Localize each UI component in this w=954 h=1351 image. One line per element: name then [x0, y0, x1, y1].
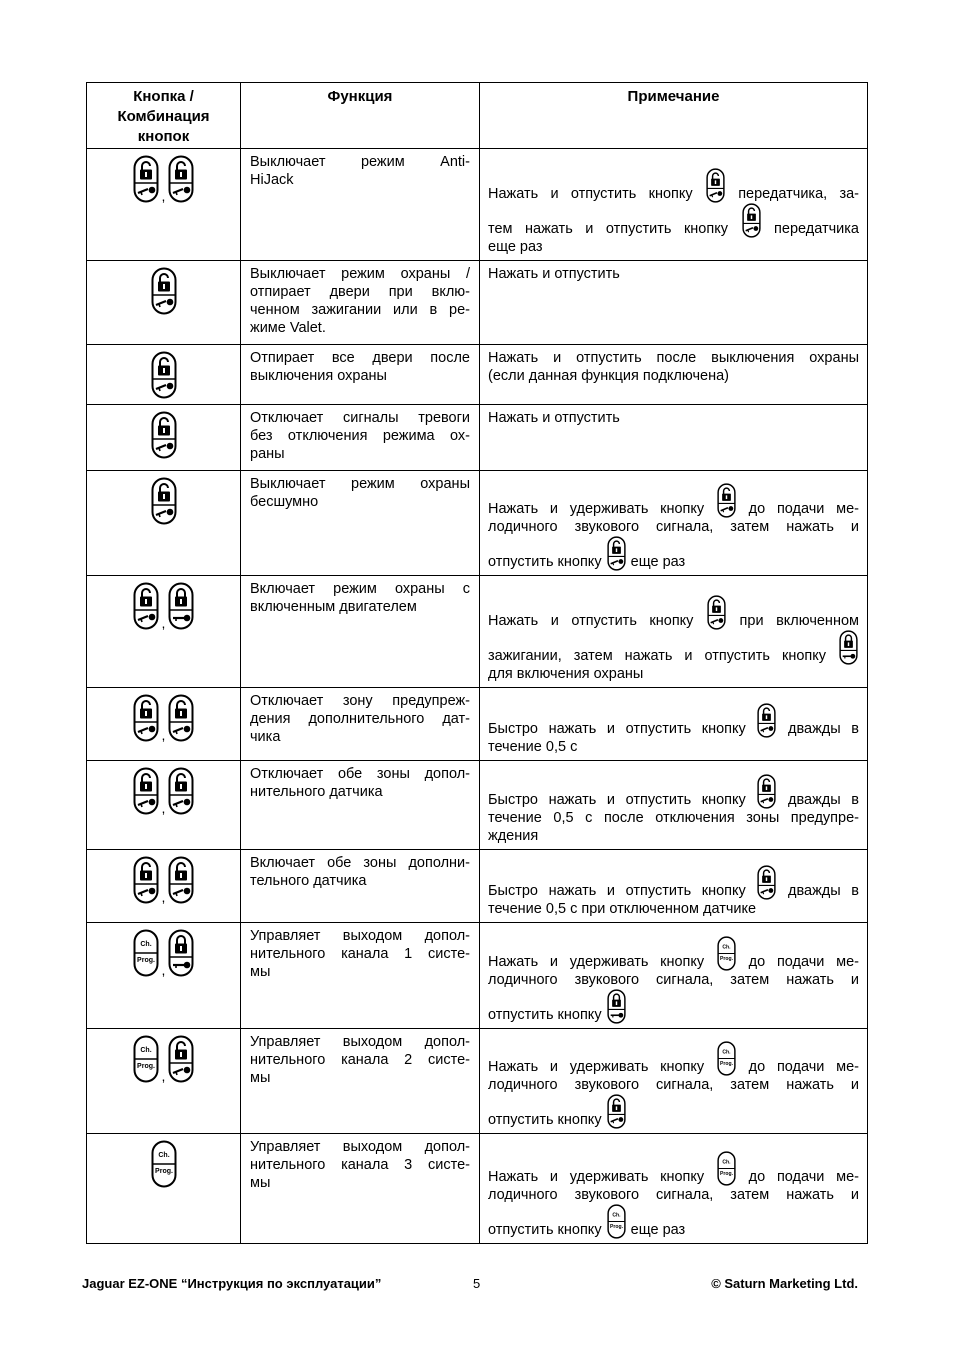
header-button-column	[87, 83, 241, 149]
svg-text:Ch.: Ch.	[722, 1049, 731, 1056]
note-text-line	[488, 809, 859, 827]
table-row	[87, 1029, 868, 1134]
table-row	[87, 261, 868, 345]
unlock-button-icon	[133, 767, 159, 815]
note-text: отпустить кнопку	[488, 1007, 602, 1023]
note-text: Нажать и отпустить кнопку	[488, 613, 694, 629]
svg-text:Ch.: Ch.	[139, 941, 152, 948]
note-text-line	[488, 827, 859, 845]
function-text-line: включенным двигателем	[250, 599, 417, 615]
function-text-line: жиме Valet.	[250, 320, 326, 336]
note-text: Быстро нажать и отпустить кнопку	[488, 721, 746, 737]
function-text-line: бесшумно	[250, 494, 319, 510]
header-col1-line: Кнопка /	[133, 88, 194, 105]
inline-button-icon	[757, 865, 776, 900]
unlock-button-icon	[757, 865, 776, 900]
button-separator: ,	[161, 962, 166, 978]
note-cell	[480, 345, 868, 405]
ch-prog-button-icon	[151, 1140, 177, 1188]
svg-text:Prog.: Prog.	[719, 1061, 733, 1068]
note-text-line	[488, 665, 859, 683]
inline-button-icon	[717, 1041, 736, 1076]
button-combination-cell	[87, 149, 241, 261]
function-text-line: HiJack	[250, 172, 294, 188]
function-text-line: нительного канала 1 систе-	[250, 946, 470, 962]
inline-button-icon	[607, 989, 626, 1024]
note-text-line	[488, 1094, 859, 1129]
note-cell	[480, 1134, 868, 1244]
function-cell	[241, 1134, 480, 1244]
ch-prog-button-icon	[717, 1151, 736, 1186]
footer-document-title: Jaguar EZ-ONE “Инструкция по эксплуатации”	[82, 1276, 382, 1291]
note-cell	[480, 923, 868, 1029]
note-text: передатчика	[774, 221, 859, 237]
inline-button-icon	[757, 774, 776, 809]
note-cell	[480, 576, 868, 688]
note-text: Нажать и отпустить после выключения охраны	[488, 350, 859, 366]
function-text-line: Отключает сигналы тревоги	[250, 410, 470, 426]
button-separator: ,	[161, 800, 166, 816]
function-cell	[241, 688, 480, 761]
inline-button-icon	[757, 703, 776, 738]
note-text: дважды в	[788, 883, 859, 899]
footer-page-number: 5	[473, 1276, 481, 1291]
button-combination	[151, 351, 177, 399]
note-text-line	[488, 536, 859, 571]
button-combination-cell	[87, 261, 241, 345]
inline-button-icon	[742, 203, 761, 238]
function-cell	[241, 405, 480, 471]
ch-prog-button-icon	[717, 1041, 736, 1076]
function-cell	[241, 261, 480, 345]
unlock-button-icon	[168, 856, 194, 904]
svg-text:Prog.: Prog.	[609, 1224, 623, 1231]
button-separator: ,	[161, 1068, 166, 1084]
table-row	[87, 471, 868, 576]
button-combination	[133, 1035, 195, 1083]
ch-prog-button-icon	[133, 929, 159, 977]
table-row	[87, 576, 868, 688]
button-combination	[133, 767, 195, 815]
button-separator: ,	[161, 727, 166, 743]
unlock-button-icon	[168, 694, 194, 742]
button-combination	[151, 477, 177, 525]
button-combination-cell	[87, 1134, 241, 1244]
note-text: Быстро нажать и отпустить кнопку	[488, 792, 746, 808]
svg-text:Ch.: Ch.	[612, 1212, 621, 1219]
function-text-line: без отключения режима ох-	[250, 428, 470, 444]
button-separator: ,	[161, 615, 166, 631]
button-combination-cell	[87, 405, 241, 471]
note-text: тем нажать и отпустить кнопку	[488, 221, 728, 237]
note-text: Быстро нажать и отпустить кнопку	[488, 883, 746, 899]
function-text-line: Включает режим охраны с	[250, 581, 470, 597]
note-text-line	[488, 265, 859, 283]
function-text-line: отпирает двери при вклю-	[250, 284, 470, 300]
unlock-button-icon	[168, 155, 194, 203]
ch-prog-button-icon	[133, 1035, 159, 1083]
svg-text:Ch.: Ch.	[157, 1152, 170, 1159]
button-combination	[133, 929, 195, 977]
button-combination-cell	[87, 471, 241, 576]
note-text: зажигании, затем нажать и отпустить кнопку	[488, 648, 826, 664]
svg-text:Prog.: Prog.	[719, 1171, 733, 1178]
inline-button-icon	[607, 536, 626, 571]
header-note-column: Примечание	[480, 83, 868, 149]
note-text-line	[488, 989, 859, 1024]
button-separator: ,	[161, 889, 166, 905]
svg-text:Prog.: Prog.	[719, 956, 733, 963]
unlock-button-icon	[757, 774, 776, 809]
unlock-button-icon	[717, 483, 736, 518]
function-text-line: нительного канала 3 систе-	[250, 1157, 470, 1173]
note-text-line	[488, 774, 859, 809]
note-text-line	[488, 703, 859, 738]
function-text-line: нительного канала 2 систе-	[250, 1052, 470, 1068]
button-combination-cell	[87, 576, 241, 688]
note-text: до подачи ме-	[748, 1059, 860, 1075]
note-text-line	[488, 349, 859, 367]
function-text-line: нительного датчика	[250, 784, 383, 800]
note-text-line	[488, 936, 859, 971]
function-text-line: раны	[250, 446, 285, 462]
note-text: до подачи ме-	[748, 501, 860, 517]
header-col1-line: кнопок	[137, 128, 190, 145]
inline-button-icon	[607, 1204, 626, 1239]
unlock-button-icon	[133, 155, 159, 203]
function-text-line: Управляет выходом допол-	[250, 1034, 470, 1050]
table-row	[87, 688, 868, 761]
button-combination-cell	[87, 1029, 241, 1134]
table-row	[87, 149, 868, 261]
note-text-line	[488, 630, 859, 665]
button-combination-cell	[87, 688, 241, 761]
function-cell	[241, 576, 480, 688]
function-text-line: мы	[250, 964, 271, 980]
note-text-line	[488, 971, 859, 989]
unlock-button-icon	[757, 703, 776, 738]
header-function-column: Функция	[241, 83, 480, 149]
note-text-line	[488, 738, 859, 756]
button-combination-cell	[87, 345, 241, 405]
note-text: Нажать и отпустить кнопку	[488, 186, 693, 202]
table-row	[87, 345, 868, 405]
note-text-line	[488, 865, 859, 900]
note-text: лодичного звукового сигнала, затем нажать и	[488, 1077, 859, 1093]
note-text-line	[488, 409, 859, 427]
note-cell	[480, 1029, 868, 1134]
note-text: еще раз	[488, 239, 543, 255]
note-text: Нажать и удерживать кнопку	[488, 954, 705, 970]
function-cell	[241, 1029, 480, 1134]
button-combination	[151, 411, 177, 459]
function-text-line: чика	[250, 729, 281, 745]
table-row	[87, 1134, 868, 1244]
unlock-button-icon	[168, 767, 194, 815]
table-row	[87, 405, 868, 471]
note-text: Нажать и удерживать кнопку	[488, 1169, 705, 1185]
note-cell	[480, 261, 868, 345]
note-text: Нажать и отпустить	[488, 266, 620, 282]
lock-button-icon	[168, 929, 194, 977]
button-combination-cell	[87, 923, 241, 1029]
function-text-line: Управляет выходом допол-	[250, 928, 470, 944]
note-text: до подачи ме-	[748, 1169, 860, 1185]
table-row	[87, 923, 868, 1029]
note-text: лодичного звукового сигнала, затем нажать и	[488, 972, 859, 988]
unlock-button-icon	[151, 351, 177, 399]
note-text: передатчика, за-	[738, 186, 859, 202]
note-text-line	[488, 1204, 859, 1239]
note-cell	[480, 688, 868, 761]
note-text-line	[488, 203, 859, 238]
svg-text:Ch.: Ch.	[722, 944, 731, 951]
note-cell	[480, 850, 868, 923]
note-text: ждения	[488, 828, 539, 844]
note-text: отпустить кнопку	[488, 1112, 602, 1128]
note-text-line	[488, 367, 859, 385]
note-cell	[480, 761, 868, 850]
function-cell	[241, 850, 480, 923]
function-text-line: мы	[250, 1175, 271, 1191]
unlock-button-icon	[133, 856, 159, 904]
function-text-line: выключения охраны	[250, 368, 387, 384]
note-text-line	[488, 238, 859, 256]
unlock-button-icon	[133, 694, 159, 742]
note-text: лодичного звукового сигнала, затем нажать и	[488, 519, 859, 535]
note-text-line	[488, 518, 859, 536]
ch-prog-button-icon	[607, 1204, 626, 1239]
table-row	[87, 761, 868, 850]
note-text: (если данная функция подключена)	[488, 368, 729, 384]
note-text: отпустить кнопку	[488, 554, 602, 570]
note-cell	[480, 149, 868, 261]
unlock-button-icon	[151, 477, 177, 525]
note-text-line	[488, 1041, 859, 1076]
button-combination	[133, 856, 195, 904]
inline-button-icon	[839, 630, 858, 665]
button-combination	[133, 694, 195, 742]
note-text: еще раз	[630, 554, 686, 570]
note-text: течение 0,5 с после отключения зоны предупре-	[488, 810, 859, 826]
instruction-table	[86, 82, 868, 1244]
footer-copyright: © Saturn Marketing Ltd.	[711, 1276, 858, 1291]
note-text: Нажать и удерживать кнопку	[488, 1059, 705, 1075]
button-combination-cell	[87, 850, 241, 923]
note-text-line	[488, 1076, 859, 1094]
lock-button-icon	[839, 630, 858, 665]
unlock-button-icon	[707, 595, 726, 630]
button-separator: ,	[161, 188, 166, 204]
function-text-line: мы	[250, 1070, 271, 1086]
svg-text:Prog.: Prog.	[136, 957, 155, 964]
note-cell	[480, 471, 868, 576]
note-text-line	[488, 1186, 859, 1204]
ch-prog-button-icon	[717, 936, 736, 971]
function-text-line: тельного датчика	[250, 873, 367, 889]
note-text: еще раз	[630, 1222, 686, 1238]
button-combination-cell	[87, 761, 241, 850]
button-combination	[151, 1140, 177, 1188]
inline-button-icon	[607, 1094, 626, 1129]
function-text-line: ченном зажигании или в ре-	[250, 302, 470, 318]
function-text-line: Выключает режим охраны	[250, 476, 470, 492]
svg-text:Ch.: Ch.	[722, 1159, 731, 1166]
unlock-button-icon	[133, 582, 159, 630]
function-text-line: Отпирает все двери после	[250, 350, 470, 366]
inline-button-icon	[706, 168, 725, 203]
table-row	[87, 850, 868, 923]
unlock-button-icon	[168, 1035, 194, 1083]
note-text: при включенном	[739, 613, 859, 629]
note-text: для включения охраны	[488, 666, 644, 682]
function-text-line: Отключает зону предупреж-	[250, 693, 470, 709]
unlock-button-icon	[151, 267, 177, 315]
note-text: до подачи ме-	[748, 954, 860, 970]
function-text-line: Отключает обе зоны допол-	[250, 766, 470, 782]
function-cell	[241, 761, 480, 850]
note-text-line	[488, 900, 859, 918]
note-text: лодичного звукового сигнала, затем нажать и	[488, 1187, 859, 1203]
function-text-line: Включает обе зоны дополни-	[250, 855, 470, 871]
note-text: Нажать и удерживать кнопку	[488, 501, 705, 517]
unlock-button-icon	[607, 536, 626, 571]
inline-button-icon	[717, 483, 736, 518]
note-text: дважды в	[788, 792, 859, 808]
lock-button-icon	[607, 989, 626, 1024]
function-cell	[241, 345, 480, 405]
inline-button-icon	[717, 1151, 736, 1186]
unlock-button-icon	[151, 411, 177, 459]
header-col1-line: Комбинация	[117, 108, 210, 125]
inline-button-icon	[707, 595, 726, 630]
note-text-line	[488, 595, 859, 630]
function-cell	[241, 149, 480, 261]
svg-text:Prog.: Prog.	[136, 1063, 155, 1070]
function-cell	[241, 471, 480, 576]
unlock-button-icon	[607, 1094, 626, 1129]
lock-button-icon	[168, 582, 194, 630]
note-text-line	[488, 483, 859, 518]
svg-text:Ch.: Ch.	[139, 1047, 152, 1054]
note-text: дважды в	[788, 721, 859, 737]
function-text-line: дения дополнительного дат-	[250, 711, 470, 727]
note-text: Нажать и отпустить	[488, 410, 620, 426]
unlock-button-icon	[706, 168, 725, 203]
button-combination	[151, 267, 177, 315]
note-text: течение 0,5 с при отключенном датчике	[488, 901, 757, 917]
note-text: течение 0,5 с	[488, 739, 578, 755]
note-cell	[480, 405, 868, 471]
note-text: отпустить кнопку	[488, 1222, 602, 1238]
button-combination	[133, 155, 195, 203]
svg-text:Prog.: Prog.	[154, 1168, 173, 1175]
inline-button-icon	[717, 936, 736, 971]
note-text-line	[488, 1151, 859, 1186]
unlock-button-icon	[742, 203, 761, 238]
function-text-line: Выключает режим охраны /	[250, 266, 470, 282]
function-text-line: Управляет выходом допол-	[250, 1139, 470, 1155]
note-text-line	[488, 168, 859, 203]
function-cell	[241, 923, 480, 1029]
button-combination	[133, 582, 195, 630]
function-text-line: Выключает режим Anti-	[250, 154, 470, 170]
